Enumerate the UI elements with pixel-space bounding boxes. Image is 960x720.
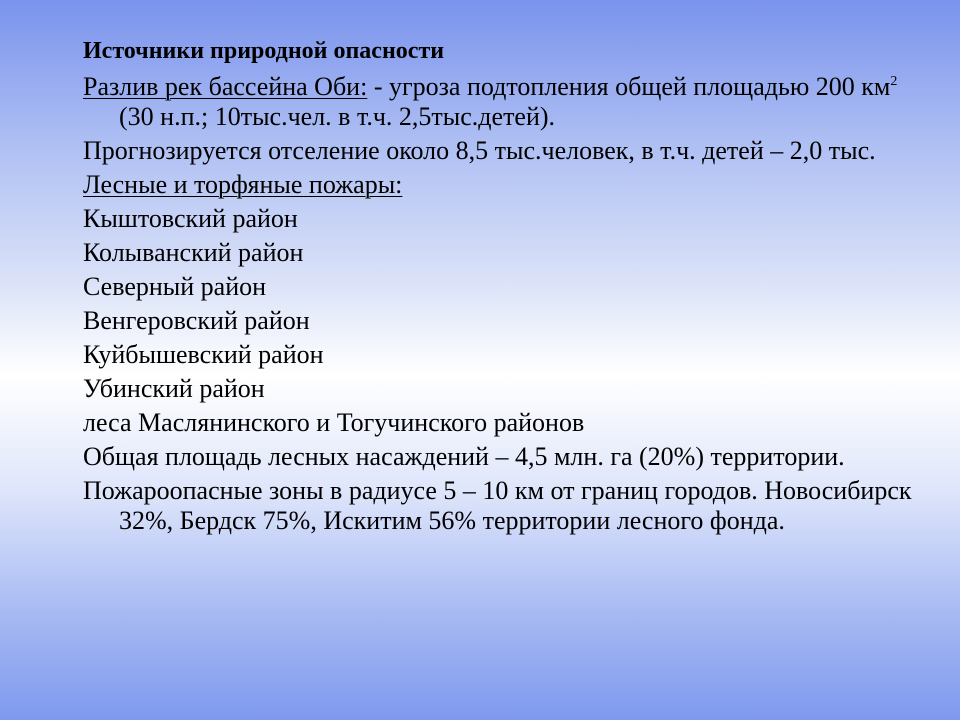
district-item: Колыванский район — [83, 238, 304, 267]
district-item: леса Маслянинского и Тогучинского районов — [83, 408, 585, 437]
evacuation-paragraph: Прогнозируется отселение около 8,5 тыс.человек, в т.ч. детей – 2,0 тыс. — [83, 136, 876, 165]
district-item: Северный район — [83, 272, 267, 301]
fire-zones-paragraph: Пожароопасные зоны в радиусе 5 – 10 км от границ городов. Новосибирск 32%, Бердск 75%, Искитим 56% территории лесного фонда. — [83, 476, 912, 535]
flood-text: - угроза подтопления общей площадью 200 км — [367, 72, 891, 101]
slide-heading: Источники природной опасности — [83, 38, 445, 64]
forest-area-paragraph: Общая площадь лесных насаждений – 4,5 млн. га (20%) территории. — [83, 442, 845, 471]
flood-label: Разлив рек бассейна Оби: — [83, 72, 368, 101]
slide-content — [83, 36, 933, 540]
district-item: Венгеровский район — [83, 306, 310, 335]
flood-paragraph — [83, 72, 933, 132]
fires-label: Лесные и торфяные пожары: — [83, 170, 403, 199]
flood-area-superscript: 2 — [890, 74, 898, 89]
district-item: Куйбышевский район — [83, 340, 324, 369]
district-item: Кыштовский район — [83, 204, 298, 233]
fires-section — [83, 170, 933, 200]
district-item: Убинский район — [83, 374, 265, 403]
flood-text-rest: (30 н.п.; 10тыс.чел. в т.ч. 2,5тыс.детей). — [119, 102, 556, 131]
